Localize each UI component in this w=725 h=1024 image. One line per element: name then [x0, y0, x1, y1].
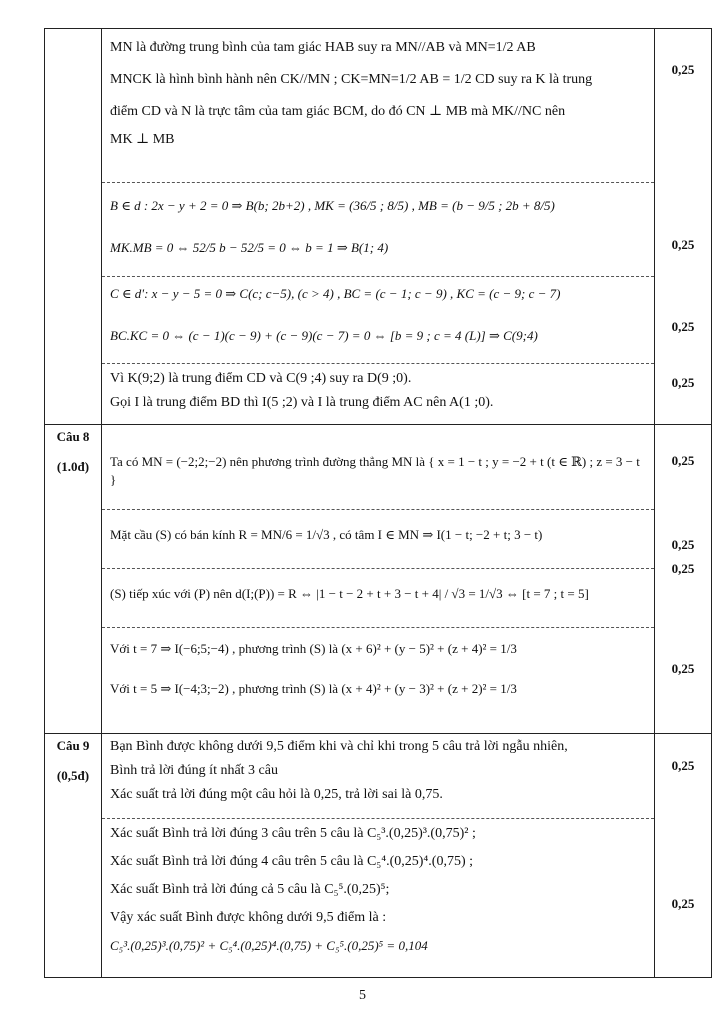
points-value: 0,25: [671, 237, 695, 252]
table-row: [45, 734, 712, 978]
solution-line: Xác suất trả lời đúng một câu hỏi là 0,25, trả lời sai là 0,75.: [110, 787, 443, 802]
table-row: [45, 29, 712, 425]
solution-line: MK ⊥ MB: [110, 132, 175, 147]
points-cell: [655, 425, 712, 734]
solution-step: [102, 29, 654, 182]
points-value: 0,25: [671, 453, 695, 468]
solution-step: [102, 276, 654, 363]
solution-line: Vì K(9;2) là trung điểm CD và C(9 ;4) suy ra D(9 ;0).: [110, 371, 412, 386]
question-cell: [45, 425, 102, 734]
points-value: 0,25: [671, 375, 695, 390]
page-number: 5: [359, 988, 366, 1003]
solution-step: [102, 734, 654, 818]
solution-line: Xác suất Bình trả lời đúng cả 5 câu là C₅⁵.(0,25)⁵;: [110, 882, 390, 897]
scoring-table: [44, 28, 712, 978]
solution-step: [102, 363, 654, 424]
content-cell: [102, 425, 655, 734]
question-label: Câu 9: [56, 738, 90, 753]
points-cell: [655, 734, 712, 978]
points-value: 0,25: [671, 661, 695, 676]
table-row: [45, 425, 712, 734]
points-value: 0,25: [671, 319, 695, 334]
solution-step: [102, 818, 654, 977]
solution-line: Bạn Bình được không dưới 9,5 điểm khi và chỉ khi trong 5 câu trả lời ngẫu nhiên,: [110, 739, 568, 754]
solution-line: điểm CD và N là trực tâm của tam giác BCM, do đó CN ⊥ MB mà MK//NC nên: [110, 104, 566, 119]
points-cell: [655, 29, 712, 425]
question-cell: [45, 734, 102, 978]
points-value: 0,25: [671, 62, 695, 77]
question-points: (1.0đ): [56, 459, 90, 474]
solution-line: Xác suất Bình trả lời đúng 4 câu trên 5 câu là C₅⁴.(0,25)⁴.(0,75) ;: [110, 854, 474, 869]
points-value: 0,25: [671, 896, 695, 911]
solution-line: B ∈ d : 2x − y + 2 = 0 ⇒ B(b; 2b+2) , MK = (36/5 ; 8/5) , MB = (b − 9/5 ; 2b + 8/5): [110, 198, 555, 213]
solution-line: Mặt cầu (S) có bán kính R = MN/6 = 1/√3 , có tâm I ∈ MN ⇒ I(1 − t; −2 + t; 3 − t): [110, 527, 543, 542]
solution-line: BC.KC = 0 ⇔ (c − 1)(c − 9) + (c − 9)(c − 7) = 0 ⇔ [b = 9 ; c = 4 (L)] ⇒ C(9;4): [110, 328, 538, 343]
question-points: (0,5đ): [56, 768, 90, 783]
solution-line: Với t = 5 ⇒ I(−4;3;−2) , phương trình (S) là (x + 4)² + (y − 3)² + (z + 2)² = 1/3: [110, 681, 517, 696]
solution-line: MNCK là hình bình hành nên CK//MN ; CK=MN=1/2 AB = 1/2 CD suy ra K là trung: [110, 72, 593, 87]
content-cell: [102, 734, 655, 978]
solution-line: Với t = 7 ⇒ I(−6;5;−4) , phương trình (S) là (x + 6)² + (y − 5)² + (z + 4)² = 1/3: [110, 641, 517, 656]
solution-line: MN là đường trung bình của tam giác HAB suy ra MN//AB và MN=1/2 AB: [110, 40, 536, 55]
solution-step: [102, 509, 654, 568]
points-value: 0,25: [671, 561, 695, 576]
content-cell: [102, 29, 655, 425]
solution-step: [102, 568, 654, 627]
solution-line: Gọi I là trung điểm BD thì I(5 ;2) và I là trung điểm AC nên A(1 ;0).: [110, 395, 494, 410]
solution-line: MK.MB = 0 ⇔ 52/5 b − 52/5 = 0 ⇔ b = 1 ⇒ B(1; 4): [110, 240, 389, 255]
solution-step: [102, 627, 654, 733]
solution-step: [102, 182, 654, 276]
question-label: Câu 8: [56, 429, 90, 444]
solution-line: C₅³.(0,25)³.(0,75)² + C₅⁴.(0,25)⁴.(0,75) + C₅⁵.(0,25)⁵ = 0,104: [110, 938, 428, 953]
solution-step: [102, 425, 654, 509]
solution-line: C ∈ d': x − y − 5 = 0 ⇒ C(c; c−5), (c > 4) , BC = (c − 1; c − 9) , KC = (c − 9; c − 7): [110, 286, 561, 301]
solution-line: Vậy xác suất Bình được không dưới 9,5 điểm là :: [110, 910, 387, 925]
points-value: 0,25: [671, 537, 695, 552]
solution-line: Ta có MN = (−2;2;−2) nên phương trình đường thẳng MN là { x = 1 − t ; y = −2 + t (t ∈ ℝ) ; z = 3 − t }: [110, 454, 640, 487]
solution-line: Bình trả lời đúng ít nhất 3 câu: [110, 763, 278, 778]
question-cell: [45, 29, 102, 425]
solution-line: (S) tiếp xúc với (P) nên d(I;(P)) = R ⇔ |1 − t − 2 + t + 3 − t + 4| / √3 = 1/√3 ⇔ [t = 7 ; t = 5]: [110, 586, 589, 601]
points-value: 0,25: [671, 758, 695, 773]
solution-line: Xác suất Bình trả lời đúng 3 câu trên 5 câu là C₅³.(0,25)³.(0,75)² ;: [110, 826, 476, 841]
